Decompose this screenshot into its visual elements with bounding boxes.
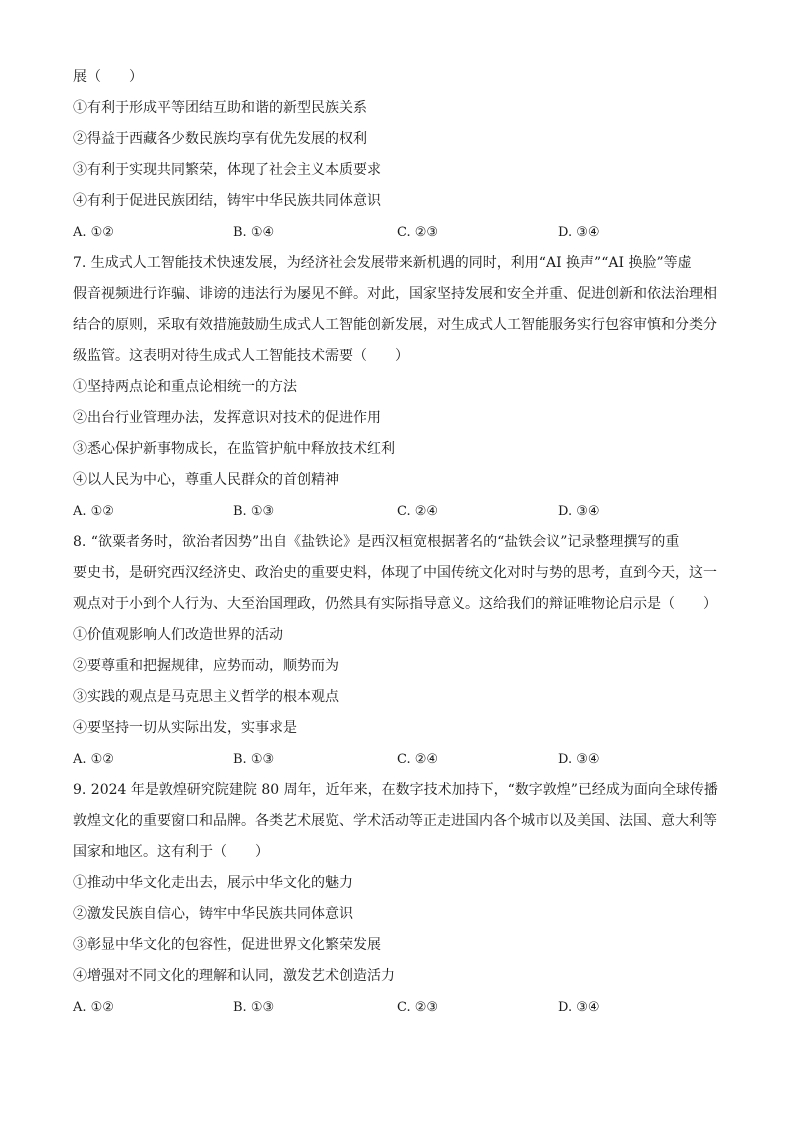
question-8-option-a: A. ①② [73,752,114,767]
question-7-item-4: ④以人民为中心，尊重人民群众的首创精神 [73,472,339,488]
question-6-option-a: A. ①② [73,225,114,240]
question-6-option-c: C. ②③ [397,225,439,240]
question-8-options [73,744,723,775]
question-7-stem-line-2: 假音视频进行诈骗、诽谤的违法行为屡见不鲜。对此，国家坚持发展和安全并重、促进创新和依法治理相 [73,286,717,302]
question-8-item-1: ①价值观影响人们改造世界的活动 [73,627,283,643]
question-8-stem-line-1: 8. “欲粟者务时，欲治者因势”出自《盐铁论》是西汉桓宽根据著名的“盐铁会议”记录整理撰写的重 [73,534,680,550]
question-8-option-d: D. ③④ [558,752,600,767]
question-7-stem-line-3: 结合的原则，采取有效措施鼓励生成式人工智能创新发展，对生成式人工智能服务实行包容审慎和分类分 [73,317,717,333]
question-7-item-1: ①坚持两点论和重点论相统一的方法 [73,379,297,395]
question-8-item-2: ②要尊重和把握规律，应势而动，顺势而为 [73,658,339,674]
question-6-item-4: ④有利于促进民族团结，铸牢中华民族共同体意识 [73,193,381,209]
question-6-item-2: ②得益于西藏各少数民族均享有优先发展的权利 [73,131,367,147]
question-9-item-4: ④增强对不同文化的理解和认同，激发艺术创造活力 [73,968,395,984]
question-7-stem-line-4: 级监管。这表明对待生成式人工智能技术需要（ ） [73,348,409,364]
question-8-stem-line-2: 要史书，是研究西汉经济史、政治史的重要史料，体现了中国传统文化对时与势的思考，直到今天，这一 [73,565,717,581]
question-8-item-3: ③实践的观点是马克思主义哲学的根本观点 [73,689,339,705]
question-8-option-b: B. ①③ [233,752,275,767]
question-9-option-c: C. ②③ [397,1000,439,1015]
question-6 [73,62,723,248]
question-6-item-1: ①有利于形成平等团结互助和谐的新型民族关系 [73,100,367,116]
question-7 [73,248,723,527]
question-9-stem-line-1: 9. 2024 年是敦煌研究院建院 80 周年，近年来，在数字技术加持下，“数字敦煌”已经成为面向全球传播 [73,782,718,798]
question-8 [73,527,723,775]
question-6-option-b: B. ①④ [233,225,275,240]
question-9-option-b: B. ①③ [233,1000,275,1015]
question-7-item-2: ②出台行业管理办法，发挥意识对技术的促进作用 [73,410,381,426]
question-8-stem-line-3: 观点对于小到个人行为、大至治国理政，仍然具有实际指导意义。这给我们的辩证唯物论启示是（ ） [73,596,717,612]
question-9 [73,775,723,1023]
question-8-item-4: ④要坚持一切从实际出发，实事求是 [73,720,297,736]
question-7-stem-line-1: 7. 生成式人工智能技术快速发展，为经济社会发展带来新机遇的同时，利用“AI 换声”“AI 换脸”等虚 [73,255,692,271]
question-9-options [73,992,723,1023]
question-9-item-1: ①推动中华文化走出去，展示中华文化的魅力 [73,875,353,891]
question-7-option-b: B. ①③ [233,504,275,519]
question-7-option-a: A. ①② [73,504,114,519]
question-9-stem-line-2: 敦煌文化的重要窗口和品牌。各类艺术展览、学术活动等正走进国内各个城市以及美国、法国、意大利等 [73,813,717,829]
question-9-item-2: ②激发民族自信心，铸牢中华民族共同体意识 [73,906,353,922]
question-9-stem-line-3: 国家和地区。这有利于（ ） [73,844,269,860]
question-7-option-d: D. ③④ [558,504,600,519]
question-9-item-3: ③彰显中华文化的包容性，促进世界文化繁荣发展 [73,937,381,953]
question-6-options [73,217,723,248]
question-6-option-d: D. ③④ [558,225,600,240]
exam-page [73,62,723,1023]
question-6-item-3: ③有利于实现共同繁荣，体现了社会主义本质要求 [73,162,381,178]
question-7-option-c: C. ②④ [397,504,439,519]
question-8-option-c: C. ②④ [397,752,439,767]
question-6-stem-tail: 展（ ） [73,69,143,85]
question-9-option-a: A. ①② [73,1000,114,1015]
question-7-item-3: ③悉心保护新事物成长，在监管护航中释放技术红利 [73,441,395,457]
question-7-options [73,496,723,527]
question-9-option-d: D. ③④ [558,1000,600,1015]
